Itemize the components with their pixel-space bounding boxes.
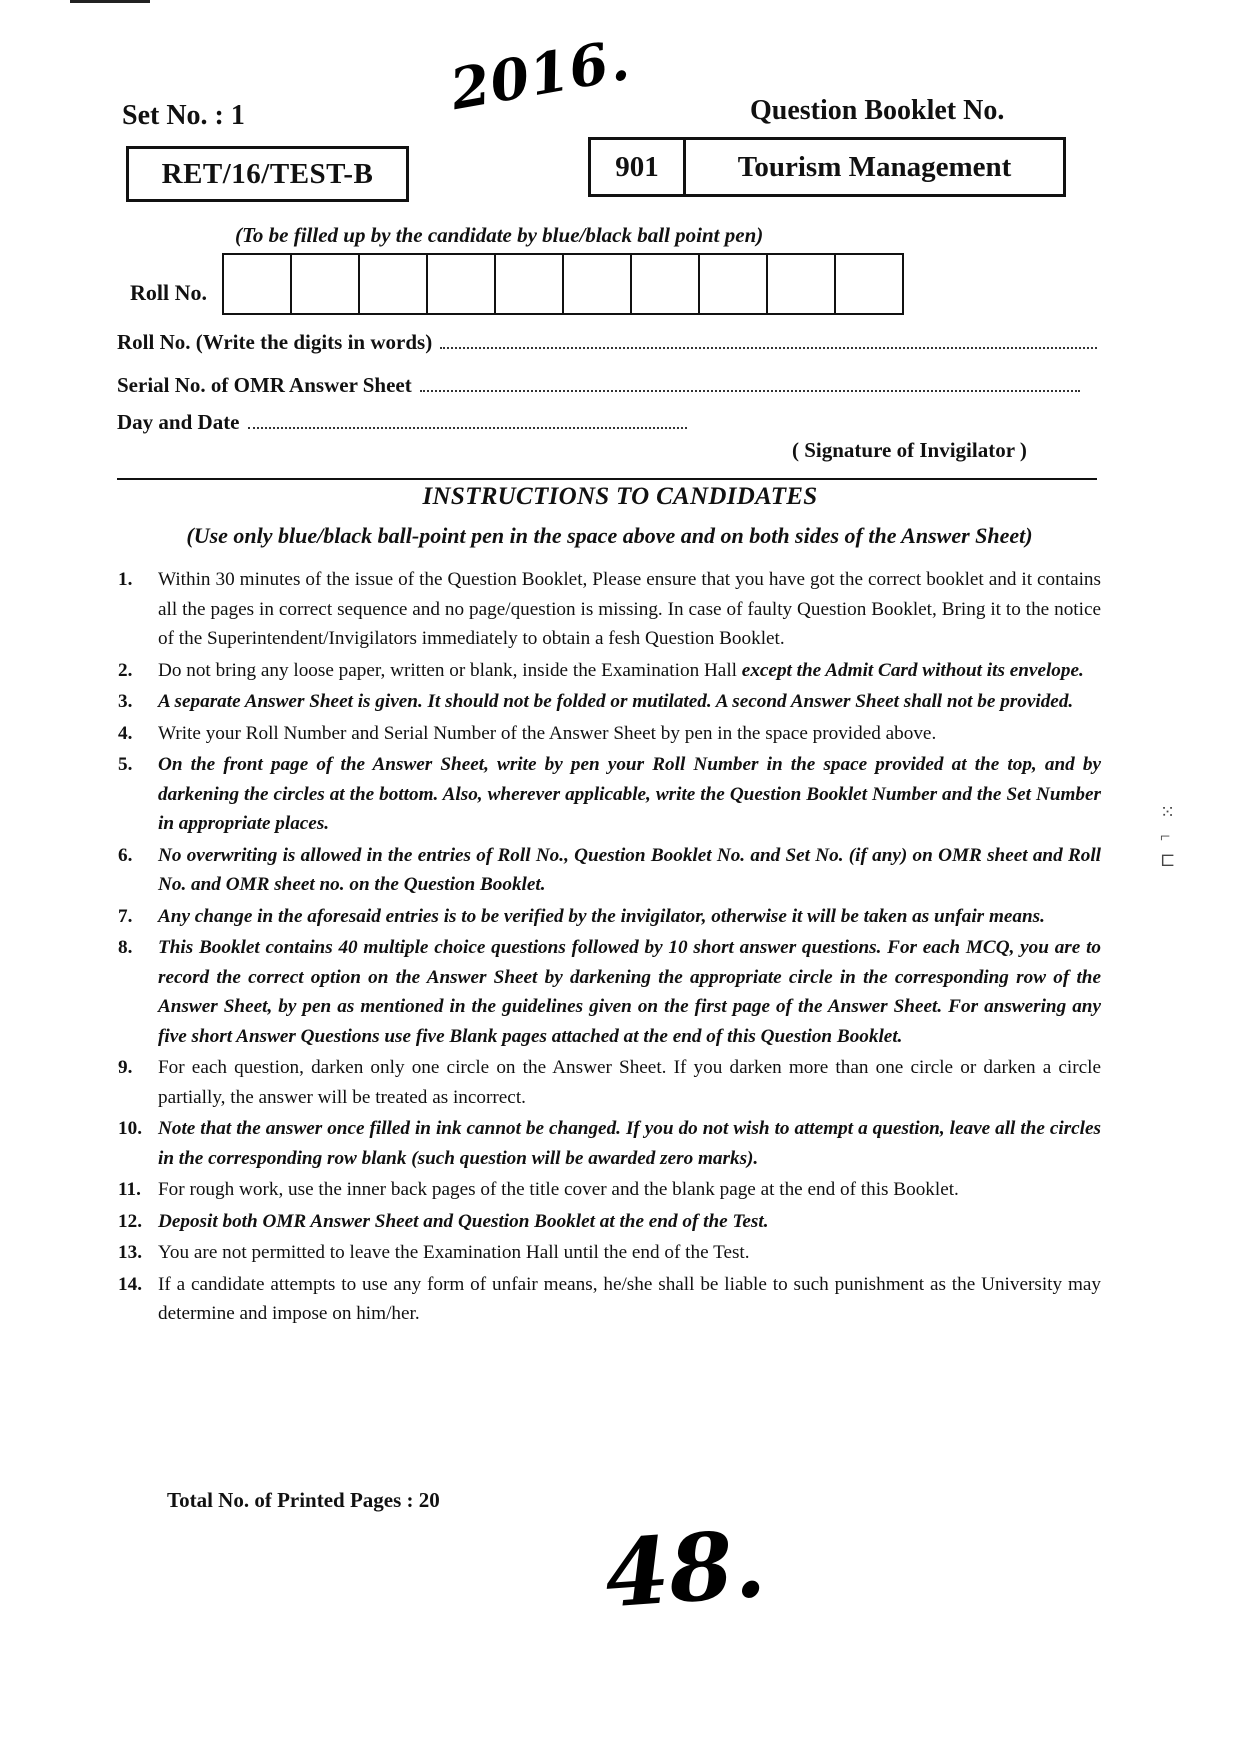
instruction-item bbox=[118, 1053, 1101, 1112]
instruction-number: 12. bbox=[118, 1210, 142, 1232]
divider bbox=[117, 478, 1097, 480]
subject-box bbox=[588, 137, 1066, 197]
instruction-number: 6. bbox=[118, 844, 133, 866]
roll-digit-box[interactable] bbox=[564, 255, 632, 313]
instruction-number: 2. bbox=[118, 659, 133, 681]
instruction-plain: Do not bring any loose paper, written or blank, inside the Examination Hall bbox=[158, 659, 737, 681]
paper-code: RET/16/TEST-B bbox=[161, 157, 374, 190]
instruction-text: For each question, darken only one circle on the Answer Sheet. If you darken more than one circle or darken a circle partially, the answer will be treated as incorrect. bbox=[158, 1057, 1101, 1108]
omr-serial-field[interactable] bbox=[117, 373, 1080, 398]
roll-in-words-label: Roll No. (Write the digits in words) bbox=[117, 330, 433, 354]
instruction-item bbox=[118, 656, 1101, 686]
instruction-item bbox=[118, 902, 1101, 932]
day-date-field[interactable] bbox=[117, 410, 687, 435]
dotted-line bbox=[248, 426, 687, 429]
roll-no-label: Roll No. bbox=[130, 280, 207, 305]
instruction-text: Any change in the aforesaid entries is to be verified by the invigilator, otherwise it will be taken as unfair means. bbox=[158, 905, 1045, 927]
instructions-title: INSTRUCTIONS TO CANDIDATES bbox=[422, 483, 818, 510]
instruction-number: 11. bbox=[118, 1179, 141, 1200]
instruction-item bbox=[118, 1270, 1101, 1329]
roll-digit-box[interactable] bbox=[292, 255, 360, 313]
roll-digit-box[interactable] bbox=[836, 255, 902, 313]
dotted-line bbox=[440, 346, 1097, 349]
roll-in-words-field[interactable] bbox=[117, 330, 1097, 355]
instruction-text: Within 30 minutes of the issue of the Question Booklet, Please ensure that you have got the correct booklet and it contains all the pages in correct sequence and no page/question is missing. In case of faulty Question Booklet, Bring it to the notice of the Superintendent/Invigilators immediately to obtain a fesh Question Booklet. bbox=[158, 569, 1101, 649]
margin-scribble: ⁙ ⌐ ⊏ bbox=[1160, 802, 1176, 870]
question-booklet-label: Question Booklet No. bbox=[750, 95, 1005, 126]
roll-digit-box[interactable] bbox=[224, 255, 292, 313]
instruction-number: 1. bbox=[118, 569, 133, 590]
instruction-number: 7. bbox=[118, 905, 133, 927]
instruction-item bbox=[118, 933, 1101, 1051]
instruction-item bbox=[118, 750, 1101, 839]
paper-code-box bbox=[126, 146, 409, 202]
day-date-label: Day and Date bbox=[117, 410, 240, 434]
instruction-item bbox=[118, 1175, 1101, 1205]
dotted-line bbox=[420, 389, 1080, 392]
instruction-emphasis: except the Admit Card without its envelope. bbox=[741, 659, 1084, 681]
subject-name: Tourism Management bbox=[737, 150, 1012, 183]
instruction-text bbox=[158, 656, 1101, 686]
instruction-number: 3. bbox=[118, 691, 133, 712]
scan-edge-mark bbox=[70, 0, 150, 3]
instruction-text: This Booklet contains 40 multiple choice questions followed by 10 short answer questions. For each MCQ, you are to record the correct option on the Answer Sheet by darkening the appropriate circle in the corresponding row of the Answer Sheet, by pen as mentioned in the guidelines given on the first page of the Answer Sheet. For answering any five short Answer Questions use five Blank pages attached at the end of this Question Booklet. bbox=[158, 937, 1101, 1047]
instruction-text: You are not permitted to leave the Examination Hall until the end of the Test. bbox=[158, 1242, 750, 1263]
handwritten-year: 2016. bbox=[445, 26, 635, 124]
omr-serial-label: Serial No. of OMR Answer Sheet bbox=[117, 373, 412, 397]
subject-code: 901 bbox=[591, 140, 686, 194]
instruction-text: On the front page of the Answer Sheet, write by pen your Roll Number in the space provided at the top, and by darkening the circles at the bottom. Also, wherever applicable, write the Question Booklet Number and the Set Number in appropriate places. bbox=[158, 754, 1101, 834]
instruction-text: For rough work, use the inner back pages of the title cover and the blank page at the end of this Booklet. bbox=[158, 1179, 959, 1200]
instruction-number: 14. bbox=[118, 1273, 142, 1295]
instruction-text: No overwriting is allowed in the entries of Roll No., Question Booklet No. and Set No. (if any) on OMR sheet and Roll No. and OMR sheet no. on the Question Booklet. bbox=[158, 844, 1101, 895]
fill-note: (To be filled up by the candidate by blue/black ball point pen) bbox=[235, 223, 764, 247]
set-number: Set No. : 1 bbox=[122, 100, 245, 131]
instruction-item bbox=[118, 1114, 1101, 1173]
total-printed-pages: Total No. of Printed Pages : 20 bbox=[167, 1488, 440, 1512]
instruction-number: 5. bbox=[118, 754, 133, 775]
invigilator-signature-label: ( Signature of Invigilator ) bbox=[792, 438, 1027, 462]
instruction-item bbox=[118, 1207, 1101, 1237]
instruction-text: A separate Answer Sheet is given. It should not be folded or mutilated. A second Answer Sheet shall not be provided. bbox=[158, 691, 1074, 712]
instruction-item bbox=[118, 1238, 1101, 1268]
roll-no-boxes[interactable] bbox=[222, 253, 904, 315]
instructions-subtitle: (Use only blue/black ball-point pen in the space above and on both sides of the Answer Sheet) bbox=[186, 523, 1033, 548]
roll-digit-box[interactable] bbox=[768, 255, 836, 313]
instruction-number: 9. bbox=[118, 1057, 133, 1078]
instruction-text: Write your Roll Number and Serial Number of the Answer Sheet by pen in the space provided above. bbox=[158, 722, 937, 744]
roll-digit-box[interactable] bbox=[360, 255, 428, 313]
instruction-item bbox=[118, 687, 1101, 717]
instruction-text: Note that the answer once filled in ink cannot be changed. If you do not wish to attempt a question, leave all the circles in the corresponding row blank (such question will be awarded zero marks). bbox=[158, 1118, 1101, 1169]
instruction-text: Deposit both OMR Answer Sheet and Question Booklet at the end of the Test. bbox=[158, 1210, 769, 1232]
instruction-number: 4. bbox=[118, 722, 133, 744]
instruction-number: 10. bbox=[118, 1118, 142, 1139]
instructions-list bbox=[118, 565, 1101, 1331]
roll-digit-box[interactable] bbox=[428, 255, 496, 313]
roll-digit-box[interactable] bbox=[496, 255, 564, 313]
instruction-item bbox=[118, 841, 1101, 900]
instruction-text: If a candidate attempts to use any form of unfair means, he/she shall be liable to such punishment as the University may determine and impose on him/her. bbox=[158, 1273, 1101, 1324]
instruction-item bbox=[118, 719, 1101, 749]
instruction-item bbox=[118, 565, 1101, 654]
instruction-number: 13. bbox=[118, 1242, 142, 1263]
handwritten-page-number: 48. bbox=[601, 1509, 769, 1629]
roll-digit-box[interactable] bbox=[632, 255, 700, 313]
instruction-number: 8. bbox=[118, 937, 133, 958]
roll-digit-box[interactable] bbox=[700, 255, 768, 313]
